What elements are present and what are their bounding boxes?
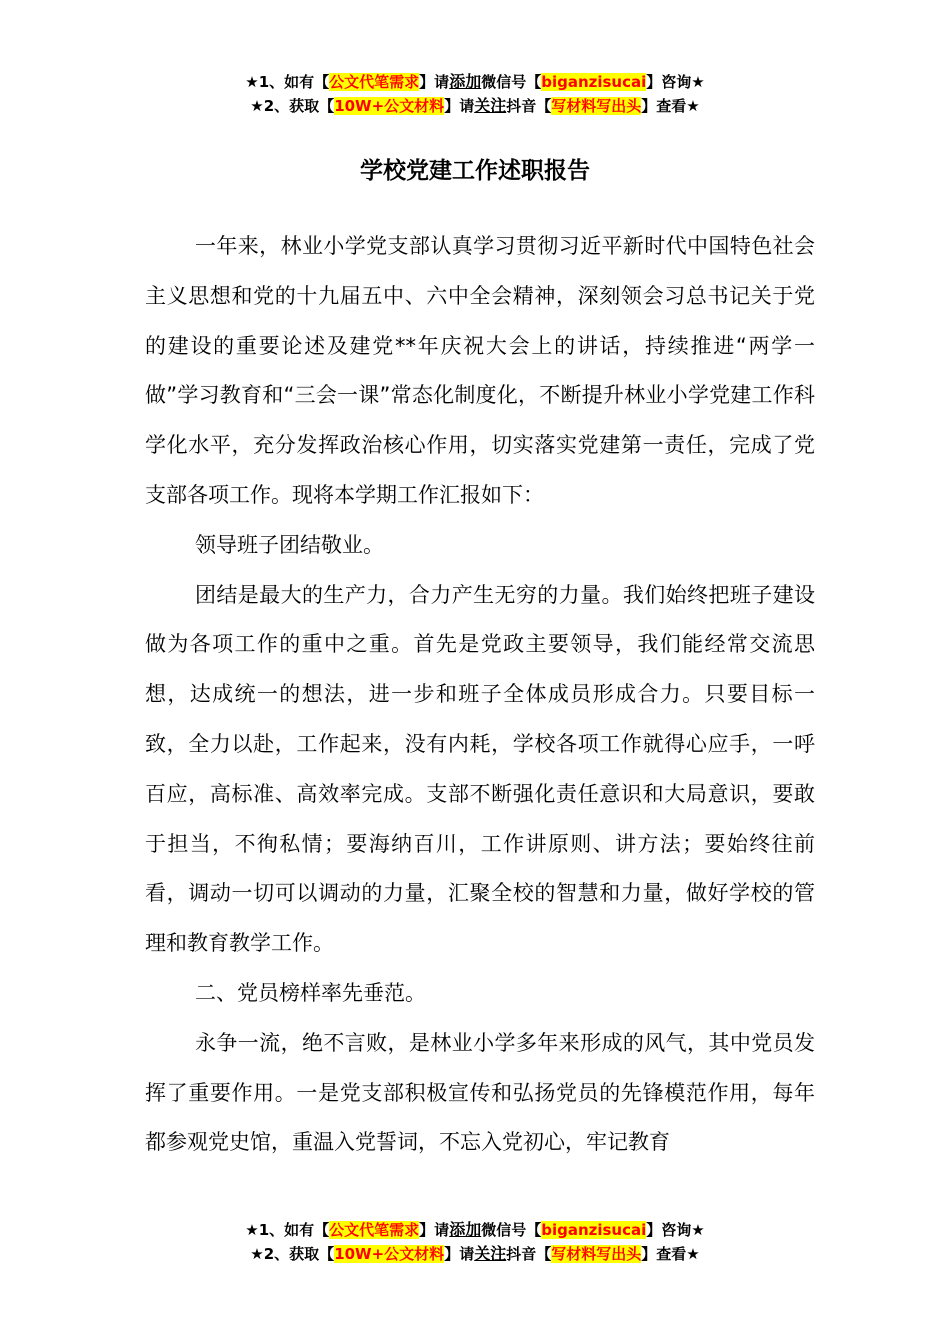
banner-emphasis: 添加 bbox=[449, 1220, 482, 1239]
banner-highlight: 写材料写出头 bbox=[551, 1245, 642, 1263]
paragraph: 永争一流，绝不言败，是林业小学多年来形成的风气，其中党员发挥了重要作用。一是党支部积极宣传和弘扬党员的先锋模范作用，每年都参观党史馆，重温入党誓词，不忘入党初心，牢记教育 bbox=[145, 1030, 815, 1155]
banner-text: 】请 bbox=[444, 1245, 475, 1263]
banner-line-2 bbox=[0, 94, 950, 118]
banner-text: ★2、获取【 bbox=[250, 1245, 335, 1263]
paragraph: 一年来，林业小学党支部认真学习贯彻习近平新时代中国特色社会主义思想和党的十九届五中、六中全会精神，深刻领会习总书记关于党的建设的重要论述及建党**年庆祝大会上的讲话，持续推进“两学一做”学习教育和“三会一课”常态化制度化，不断提升林业小学党建工作科学化水平，充分发挥政治核心作用，切实落实党建第一责任，完成了党支部各项工作。现将本学期工作汇报如下： bbox=[145, 234, 815, 507]
banner-highlight: 公文代笔需求 bbox=[329, 1221, 420, 1239]
banner-highlight: biganzisucai bbox=[541, 1221, 647, 1239]
banner-emphasis: 关注 bbox=[474, 1244, 507, 1263]
banner-line-1 bbox=[0, 1218, 950, 1242]
banner-text: 】请 bbox=[419, 73, 450, 91]
banner-text: 抖音【 bbox=[506, 97, 552, 115]
banner-text: 】查看★ bbox=[641, 97, 700, 115]
banner-highlight: 10W+公文材料 bbox=[334, 1245, 445, 1263]
banner-text: ★1、如有【 bbox=[245, 1221, 330, 1239]
banner-text: 】请 bbox=[419, 1221, 450, 1239]
banner-text: 微信号【 bbox=[481, 1221, 542, 1239]
banner-highlight: 写材料写出头 bbox=[551, 97, 642, 115]
banner-text: ★2、获取【 bbox=[250, 97, 335, 115]
banner-line-1 bbox=[0, 70, 950, 94]
banner-line-2 bbox=[0, 1242, 950, 1266]
banner-text: 微信号【 bbox=[481, 73, 542, 91]
header-banner bbox=[0, 70, 950, 118]
banner-text: 】咨询★ bbox=[646, 73, 705, 91]
banner-text: ★1、如有【 bbox=[245, 73, 330, 91]
banner-text: 】请 bbox=[444, 97, 475, 115]
banner-text: 抖音【 bbox=[506, 1245, 552, 1263]
banner-emphasis: 关注 bbox=[474, 96, 507, 115]
banner-text: 】查看★ bbox=[641, 1245, 700, 1263]
paragraph: 团结是最大的生产力，合力产生无穷的力量。我们始终把班子建设做为各项工作的重中之重。首先是党政主要领导，我们能经常交流思想，达成统一的想法，进一步和班子全体成员形成合力。只要目标一致，全力以赴，工作起来，没有内耗，学校各项工作就得心应手，一呼百应，高标准、高效率完成。支部不断强化责任意识和大局意识，要敢于担当，不徇私情；要海纳百川，工作讲原则、讲方法；要始终往前看，调动一切可以调动的力量，汇聚全校的智慧和力量，做好学校的管理和教育教学工作。 bbox=[145, 582, 815, 956]
banner-highlight: 公文代笔需求 bbox=[329, 73, 420, 91]
document-title: 学校党建工作述职报告 bbox=[360, 158, 590, 184]
banner-highlight: biganzisucai bbox=[541, 73, 647, 91]
banner-text: 】咨询★ bbox=[646, 1221, 705, 1239]
section-heading: 领导班子团结敬业。 bbox=[195, 532, 384, 557]
footer-banner bbox=[0, 1218, 950, 1266]
section-heading: 二、党员榜样率先垂范。 bbox=[195, 980, 426, 1005]
document-body bbox=[145, 222, 815, 1168]
banner-emphasis: 添加 bbox=[449, 72, 482, 91]
banner-highlight: 10W+公文材料 bbox=[334, 97, 445, 115]
